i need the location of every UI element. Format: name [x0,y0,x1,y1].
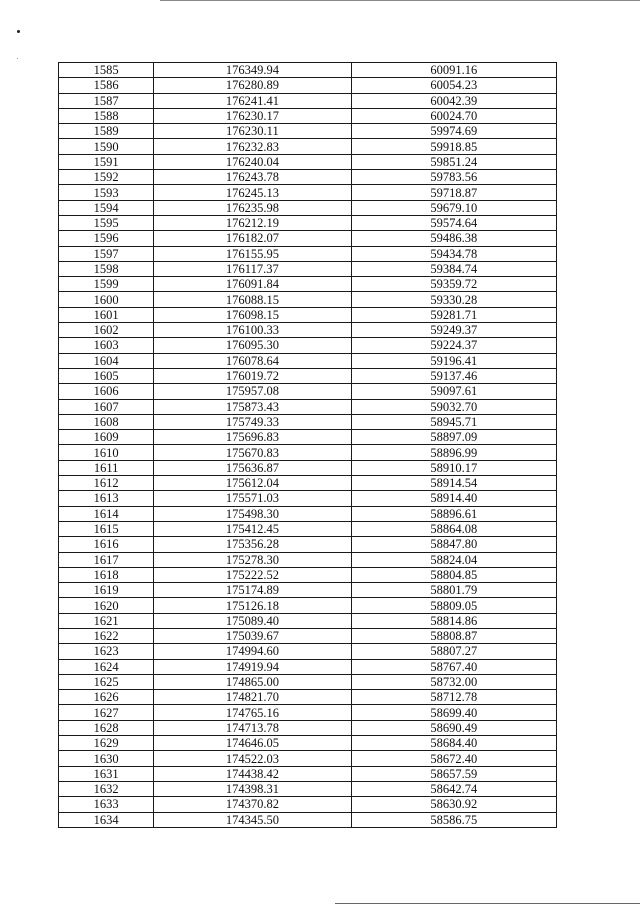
point-number-cell: 1591 [59,154,154,169]
y-coordinate-cell: 58945.71 [351,414,556,429]
y-coordinate-cell: 58910.17 [351,460,556,475]
x-coordinate-cell: 176349.94 [154,63,351,78]
x-coordinate-cell: 174919.94 [154,659,351,674]
table-row [59,384,557,399]
table-row [59,812,557,827]
table-row [59,659,557,674]
table-row [59,231,557,246]
point-number-cell: 1609 [59,430,154,445]
table-row [59,781,557,796]
point-number-cell: 1615 [59,521,154,536]
table-row [59,460,557,475]
y-coordinate-cell: 59196.41 [351,353,556,368]
coordinate-table-body [59,63,557,828]
x-coordinate-cell: 175356.28 [154,537,351,552]
y-coordinate-cell: 59097.61 [351,384,556,399]
point-number-cell: 1607 [59,399,154,414]
y-coordinate-cell: 59486.38 [351,231,556,246]
y-coordinate-cell: 59032.70 [351,399,556,414]
x-coordinate-cell: 175089.40 [154,613,351,628]
table-row [59,108,557,123]
point-number-cell: 1587 [59,93,154,108]
x-coordinate-cell: 175670.83 [154,445,351,460]
point-number-cell: 1627 [59,705,154,720]
x-coordinate-cell: 176241.41 [154,93,351,108]
y-coordinate-cell: 58897.09 [351,430,556,445]
table-row [59,613,557,628]
x-coordinate-cell: 176155.95 [154,246,351,261]
point-number-cell: 1619 [59,583,154,598]
table-row [59,93,557,108]
table-row [59,690,557,705]
y-coordinate-cell: 58586.75 [351,812,556,827]
x-coordinate-cell: 176230.17 [154,108,351,123]
x-coordinate-cell: 176098.15 [154,307,351,322]
table-row [59,154,557,169]
point-number-cell: 1613 [59,491,154,506]
x-coordinate-cell: 174646.05 [154,736,351,751]
point-number-cell: 1612 [59,476,154,491]
y-coordinate-cell: 58809.05 [351,598,556,613]
y-coordinate-cell: 60054.23 [351,78,556,93]
table-row [59,78,557,93]
x-coordinate-cell: 174821.70 [154,690,351,705]
x-coordinate-cell: 175498.30 [154,506,351,521]
point-number-cell: 1629 [59,736,154,751]
point-number-cell: 1589 [59,124,154,139]
y-coordinate-cell: 60091.16 [351,63,556,78]
y-coordinate-cell: 58896.61 [351,506,556,521]
y-coordinate-cell: 58657.59 [351,766,556,781]
table-row [59,430,557,445]
x-coordinate-cell: 176100.33 [154,323,351,338]
x-coordinate-cell: 176240.04 [154,154,351,169]
table-row [59,521,557,536]
x-coordinate-cell: 176117.37 [154,261,351,276]
y-coordinate-cell: 59974.69 [351,124,556,139]
point-number-cell: 1622 [59,628,154,643]
x-coordinate-cell: 174345.50 [154,812,351,827]
y-coordinate-cell: 58804.85 [351,567,556,582]
table-row [59,414,557,429]
x-coordinate-cell: 176182.07 [154,231,351,246]
point-number-cell: 1596 [59,231,154,246]
y-coordinate-cell: 59281.71 [351,307,556,322]
table-row [59,537,557,552]
point-number-cell: 1611 [59,460,154,475]
x-coordinate-cell: 174438.42 [154,766,351,781]
x-coordinate-cell: 176078.64 [154,353,351,368]
y-coordinate-cell: 60024.70 [351,108,556,123]
scan-speck [17,30,20,33]
x-coordinate-cell: 176232.83 [154,139,351,154]
table-row [59,170,557,185]
point-number-cell: 1632 [59,781,154,796]
table-row [59,797,557,812]
point-number-cell: 1623 [59,644,154,659]
y-coordinate-cell: 59574.64 [351,215,556,230]
table-row [59,368,557,383]
point-number-cell: 1618 [59,567,154,582]
table-row [59,567,557,582]
x-coordinate-cell: 174522.03 [154,751,351,766]
table-row [59,261,557,276]
table-row [59,476,557,491]
point-number-cell: 1628 [59,720,154,735]
table-row [59,628,557,643]
x-coordinate-cell: 174398.31 [154,781,351,796]
point-number-cell: 1630 [59,751,154,766]
point-number-cell: 1634 [59,812,154,827]
point-number-cell: 1631 [59,766,154,781]
y-coordinate-cell: 58914.40 [351,491,556,506]
x-coordinate-cell: 176088.15 [154,292,351,307]
point-number-cell: 1599 [59,277,154,292]
point-number-cell: 1616 [59,537,154,552]
point-number-cell: 1614 [59,506,154,521]
point-number-cell: 1625 [59,674,154,689]
x-coordinate-cell: 174370.82 [154,797,351,812]
point-number-cell: 1590 [59,139,154,154]
point-number-cell: 1600 [59,292,154,307]
y-coordinate-cell: 58808.87 [351,628,556,643]
point-number-cell: 1588 [59,108,154,123]
x-coordinate-cell: 176019.72 [154,368,351,383]
y-coordinate-cell: 59783.56 [351,170,556,185]
x-coordinate-cell: 175612.04 [154,476,351,491]
point-number-cell: 1624 [59,659,154,674]
x-coordinate-cell: 175571.03 [154,491,351,506]
point-number-cell: 1605 [59,368,154,383]
x-coordinate-cell: 176280.89 [154,78,351,93]
x-coordinate-cell: 176212.19 [154,215,351,230]
x-coordinate-cell: 176091.84 [154,277,351,292]
x-coordinate-cell: 174994.60 [154,644,351,659]
y-coordinate-cell: 59851.24 [351,154,556,169]
x-coordinate-cell: 176245.13 [154,185,351,200]
y-coordinate-cell: 59679.10 [351,200,556,215]
y-coordinate-cell: 58847.80 [351,537,556,552]
x-coordinate-cell: 175126.18 [154,598,351,613]
table-row [59,307,557,322]
y-coordinate-cell: 60042.39 [351,93,556,108]
y-coordinate-cell: 58824.04 [351,552,556,567]
y-coordinate-cell: 59384.74 [351,261,556,276]
point-number-cell: 1620 [59,598,154,613]
point-number-cell: 1601 [59,307,154,322]
x-coordinate-cell: 175412.45 [154,521,351,536]
table-row [59,246,557,261]
table-row [59,139,557,154]
x-coordinate-cell: 175636.87 [154,460,351,475]
y-coordinate-cell: 58814.86 [351,613,556,628]
y-coordinate-cell: 59249.37 [351,323,556,338]
y-coordinate-cell: 59918.85 [351,139,556,154]
y-coordinate-cell: 58732.00 [351,674,556,689]
point-number-cell: 1608 [59,414,154,429]
x-coordinate-cell: 175957.08 [154,384,351,399]
table-row [59,323,557,338]
table-row [59,751,557,766]
table-row [59,552,557,567]
x-coordinate-cell: 176243.78 [154,170,351,185]
y-coordinate-cell: 58914.54 [351,476,556,491]
table-row [59,506,557,521]
scan-edge-top [160,0,640,1]
table-row [59,598,557,613]
table-row [59,215,557,230]
table-row [59,277,557,292]
y-coordinate-cell: 58672.40 [351,751,556,766]
y-coordinate-cell: 58699.40 [351,705,556,720]
point-number-cell: 1633 [59,797,154,812]
table-row [59,63,557,78]
point-number-cell: 1586 [59,78,154,93]
table-row [59,353,557,368]
y-coordinate-cell: 59137.46 [351,368,556,383]
y-coordinate-cell: 58864.08 [351,521,556,536]
y-coordinate-cell: 58642.74 [351,781,556,796]
scan-speck [17,58,18,59]
x-coordinate-cell: 175222.52 [154,567,351,582]
table-row [59,583,557,598]
y-coordinate-cell: 58807.27 [351,644,556,659]
point-number-cell: 1593 [59,185,154,200]
table-row [59,124,557,139]
x-coordinate-cell: 175696.83 [154,430,351,445]
y-coordinate-cell: 58712.78 [351,690,556,705]
x-coordinate-cell: 175749.33 [154,414,351,429]
table-row [59,399,557,414]
point-number-cell: 1598 [59,261,154,276]
table-row [59,292,557,307]
y-coordinate-cell: 59330.28 [351,292,556,307]
point-number-cell: 1597 [59,246,154,261]
point-number-cell: 1626 [59,690,154,705]
x-coordinate-cell: 176230.11 [154,124,351,139]
point-number-cell: 1617 [59,552,154,567]
table-row [59,491,557,506]
y-coordinate-cell: 58896.99 [351,445,556,460]
y-coordinate-cell: 59718.87 [351,185,556,200]
coordinate-table [58,62,557,828]
point-number-cell: 1595 [59,215,154,230]
table-row [59,200,557,215]
table-row [59,674,557,689]
table-row [59,720,557,735]
y-coordinate-cell: 58684.40 [351,736,556,751]
point-number-cell: 1602 [59,323,154,338]
point-number-cell: 1604 [59,353,154,368]
table-row [59,644,557,659]
x-coordinate-cell: 175174.89 [154,583,351,598]
y-coordinate-cell: 59224.37 [351,338,556,353]
y-coordinate-cell: 59434.78 [351,246,556,261]
scan-edge-bottom [335,903,640,904]
table-row [59,705,557,720]
y-coordinate-cell: 58767.40 [351,659,556,674]
y-coordinate-cell: 58630.92 [351,797,556,812]
point-number-cell: 1610 [59,445,154,460]
point-number-cell: 1592 [59,170,154,185]
y-coordinate-cell: 59359.72 [351,277,556,292]
point-number-cell: 1606 [59,384,154,399]
x-coordinate-cell: 174765.16 [154,705,351,720]
x-coordinate-cell: 174713.78 [154,720,351,735]
x-coordinate-cell: 175039.67 [154,628,351,643]
table-row [59,445,557,460]
point-number-cell: 1603 [59,338,154,353]
y-coordinate-cell: 58690.49 [351,720,556,735]
table-row [59,338,557,353]
point-number-cell: 1621 [59,613,154,628]
table-row [59,736,557,751]
x-coordinate-cell: 174865.00 [154,674,351,689]
point-number-cell: 1585 [59,63,154,78]
y-coordinate-cell: 58801.79 [351,583,556,598]
x-coordinate-cell: 176095.30 [154,338,351,353]
point-number-cell: 1594 [59,200,154,215]
x-coordinate-cell: 175278.30 [154,552,351,567]
table-row [59,185,557,200]
x-coordinate-cell: 175873.43 [154,399,351,414]
table-row [59,766,557,781]
x-coordinate-cell: 176235.98 [154,200,351,215]
